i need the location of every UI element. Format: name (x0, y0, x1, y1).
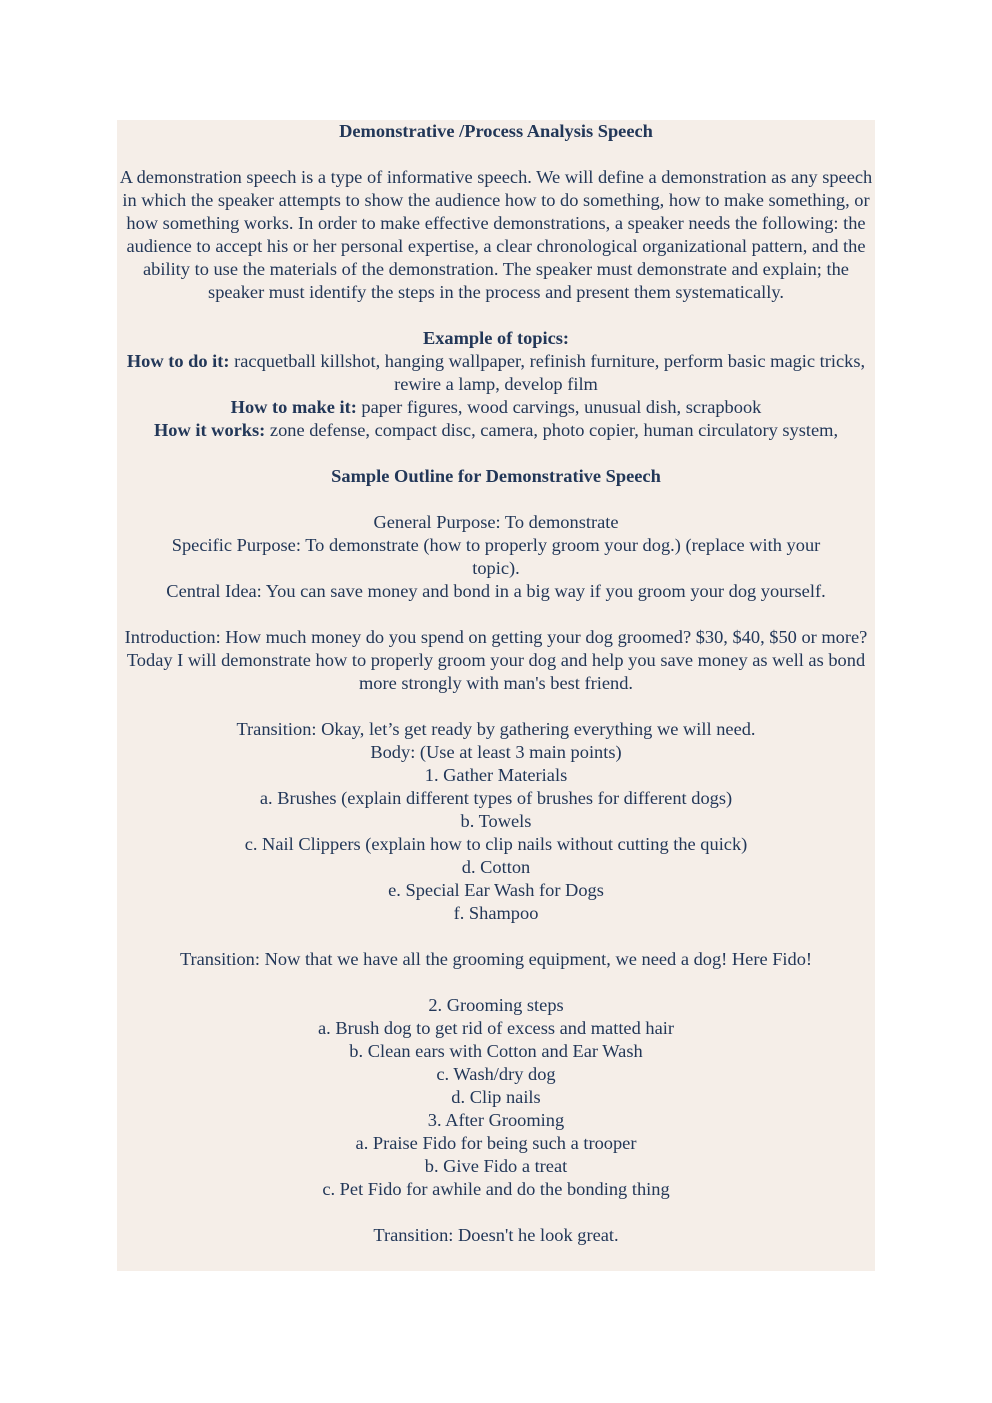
list-item: b. Give Fido a treat (424, 1156, 568, 1176)
list-item: a. Praise Fido for being such a trooper (355, 1133, 637, 1153)
topic-how-to-do (117, 350, 875, 396)
list-item: c. Wash/dry dog (436, 1064, 556, 1084)
main-point-3: 3. After Grooming (427, 1110, 565, 1130)
topic-how-to-do-text: racquetball killshot, hanging wallpaper, refinish furniture, perform basic magic tricks, rewire a lamp, develop film (229, 351, 866, 394)
outline-heading: Sample Outline for Demonstrative Speech (331, 466, 661, 486)
topic-how-to-make (117, 396, 875, 419)
specific-purpose: Specific Purpose: To demonstrate (how to properly groom your dog.) (replace with your topic). (171, 535, 821, 578)
list-item: c. Nail Clippers (explain how to clip nails without cutting the quick) (244, 834, 748, 854)
main-point-2: 2. Grooming steps (428, 995, 564, 1015)
spacer (117, 304, 875, 327)
central-idea: Central Idea: You can save money and bond in a big way if you groom your dog yourself. (166, 581, 826, 601)
list-item: e. Special Ear Wash for Dogs (388, 880, 604, 900)
list-item: f. Shampoo (453, 903, 539, 923)
main-point-1: 1. Gather Materials (424, 765, 568, 785)
spacer (117, 695, 875, 718)
topics-heading: Example of topics: (422, 328, 570, 348)
topic-how-to-make-text: paper figures, wood carvings, unusual dish, scrapbook (356, 397, 762, 417)
list-item: b. Towels (460, 811, 532, 831)
spacer (117, 442, 875, 465)
topic-how-it-works (117, 419, 875, 442)
topic-how-to-do-label: How to do it: (126, 351, 230, 371)
intro-paragraph: A demonstration speech is a type of informative speech. We will define a demonstration as any speech in which the speaker attempts to show the audience how to do something, how to make something, or how something works. In order to make effective demonstrations, a speaker needs the following: the audience to accept his or her personal expertise, a clear chronological organizational pattern, and the ability to use the materials of the demonstration. The speaker must demonstrate and explain; the speaker must identify the steps in the process and present them systematically. (119, 167, 873, 302)
spacer (117, 1201, 875, 1224)
body-label: Body: (Use at least 3 main points) (370, 742, 622, 762)
list-item: a. Brushes (explain different types of brushes for different dogs) (259, 788, 733, 808)
transition-2: Transition: Now that we have all the grooming equipment, we need a dog! Here Fido! (179, 949, 813, 969)
introduction: Introduction: How much money do you spend on getting your dog groomed? $30, $40, $50 or more? Today I will demonstrate how to properly groom your dog and help you save money as well as bond more strongly with man's best friend. (124, 627, 868, 693)
transition-1: Transition: Okay, let’s get ready by gathering everything we will need. (236, 719, 756, 739)
spacer (117, 971, 875, 994)
list-item: c. Pet Fido for awhile and do the bonding thing (322, 1179, 670, 1199)
spacer (117, 925, 875, 948)
topic-how-to-make-label: How to make it: (230, 397, 357, 417)
spacer (117, 143, 875, 166)
document-title: Demonstrative /Process Analysis Speech (339, 121, 653, 141)
topic-how-it-works-label: How it works: (153, 420, 266, 440)
list-item: b. Clean ears with Cotton and Ear Wash (349, 1041, 643, 1061)
spacer (117, 488, 875, 511)
document-body (117, 120, 875, 1247)
list-item: d. Clip nails (451, 1087, 541, 1107)
transition-3: Transition: Doesn't he look great. (373, 1225, 619, 1245)
list-item: a. Brush dog to get rid of excess and matted hair (318, 1018, 674, 1038)
general-purpose: General Purpose: To demonstrate (373, 512, 619, 532)
spacer (117, 603, 875, 626)
list-item: d. Cotton (461, 857, 531, 877)
topic-how-it-works-text: zone defense, compact disc, camera, photo copier, human circulatory system, (265, 420, 839, 440)
